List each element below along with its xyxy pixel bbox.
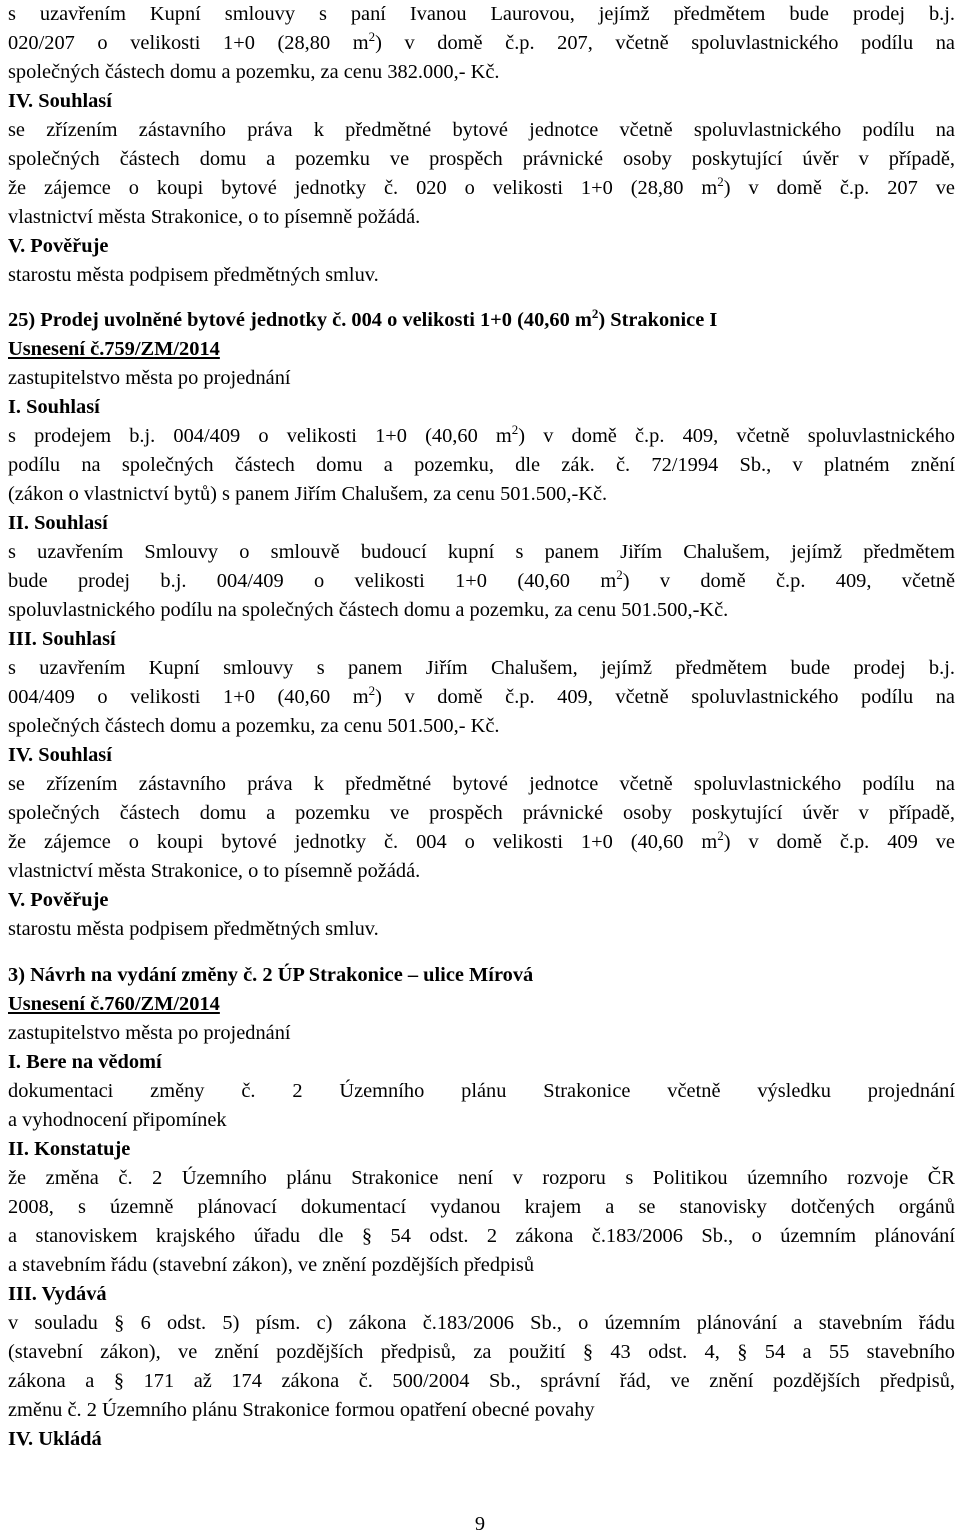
text-line: společných částech domu a pozemku, za cenu 501.500,- Kč. (8, 715, 500, 737)
text-line: zastupitelstvo města po projednání (8, 1022, 291, 1044)
text-line: (stavební zákon), ve znění pozdějších předpisů, za použití § 43 odst. 4, § 54 a 55 stavebního (8, 1341, 955, 1363)
section-title: 3) Návrh na vydání změny č. 2 ÚP Strakonice – ulice Mírová (8, 964, 534, 986)
text-line: se zřízením zástavního práva k předmětné bytové jednotce včetně spoluvlastnického podílu na (8, 119, 955, 141)
heading-bere-na-vedomi: I. Bere na vědomí (8, 1051, 162, 1073)
heading-souhlasi-iii: III. Souhlasí (8, 628, 116, 650)
text-line: s prodejem b.j. 004/409 o velikosti 1+0 (40,60 $m^2$) v domě č.p. 409, včetně spoluvlastnického (8, 422, 955, 447)
text-line: společných částech domu a pozemku ve prospěch právnické osoby poskytující úvěr v případě, (8, 802, 955, 824)
text-line: že změna č. 2 Územního plánu Strakonice není v rozporu s Politikou územního rozvoje ČR (8, 1167, 955, 1189)
text-line: zákona a § 171 až 174 zákona č. 500/2004 Sb., správní řád, ve znění pozdějších předpisů, (8, 1370, 955, 1392)
text-line: s uzavřením Kupní smlouvy s panem Jiřím Chalušem, jejímž předmětem bude prodej b.j. (8, 657, 955, 679)
text-line: změnu č. 2 Územního plánu Strakonice formou opatření obecné povahy (8, 1399, 595, 1421)
text-line: spoluvlastnického podílu na společných částech domu a pozemku, za cenu 501.500,-Kč. (8, 599, 729, 621)
text-line: s uzavřením Smlouvy o smlouvě budoucí kupní s panem Jiřím Chalušem, jejímž předmětem (8, 541, 955, 563)
heading-souhlasi-iv: IV. Souhlasí (8, 744, 112, 766)
heading-souhlasi-ii: II. Souhlasí (8, 512, 108, 534)
text-line: starostu města podpisem předmětných smluv. (8, 918, 379, 940)
heading-uklada: IV. Ukládá (8, 1428, 102, 1450)
text-line: že zájemce o koupi bytové jednotky č. 004 o velikosti 1+0 (40,60 $m^2$) v domě č.p. 409 ve (8, 828, 955, 853)
heading-konstatuje: II. Konstatuje (8, 1138, 131, 1160)
text-line: 004/409 o velikosti 1+0 (40,60 $m^2$) v domě č.p. 409, včetně spoluvlastnického podílu na (8, 683, 955, 708)
text-line: 020/207 o velikosti 1+0 (28,80 $m^2$) v domě č.p. 207, včetně spoluvlastnického podílu na (8, 29, 955, 54)
text-line: vlastnictví města Strakonice, o to písemně požádá. (8, 860, 421, 882)
text-line: 2008, s územně plánovací dokumentací vydanou krajem a se stanovisky dotčených orgánů (8, 1196, 955, 1218)
resolution-number: Usnesení č.759/ZM/2014 (8, 338, 220, 360)
resolution-number: Usnesení č.760/ZM/2014 (8, 993, 220, 1015)
heading-souhlasi-iv: IV. Souhlasí (8, 90, 112, 112)
text-line: starostu města podpisem předmětných smluv. (8, 264, 379, 286)
text-line: (zákon o vlastnictví bytů) s panem Jiřím Chalušem, za cenu 501.500,-Kč. (8, 483, 608, 505)
page-number: 9 (474, 1513, 486, 1535)
heading-poveruje: V. Pověřuje (8, 235, 109, 257)
text-line: společných částech domu a pozemku, za cenu 382.000,- Kč. (8, 61, 500, 83)
heading-vydava: III. Vydává (8, 1283, 107, 1305)
text-line: se zřízením zástavního práva k předmětné bytové jednotce včetně spoluvlastnického podílu na (8, 773, 955, 795)
text-line: podílu na společných částech domu a pozemku, dle zák. č. 72/1994 Sb., v platném znění (8, 454, 955, 476)
text-line: v souladu § 6 odst. 5) písm. c) zákona č.183/2006 Sb., o územním plánování a stavebním řádu (8, 1312, 955, 1334)
text-line: a stavebním řádu (stavební zákon), ve znění pozdějších předpisů (8, 1254, 535, 1276)
text-line: a stanoviskem krajského úřadu dle § 54 odst. 2 zákona č.183/2006 Sb., o územním plánování (8, 1225, 955, 1247)
section-title: 25) Prodej uvolněné bytové jednotky č. 004 o velikosti 1+0 (40,60 $m^2$) Strakonice I (8, 306, 718, 331)
text-line: dokumentaci změny č. 2 Územního plánu Strakonice včetně výsledku projednání (8, 1080, 955, 1102)
text-line: zastupitelstvo města po projednání (8, 367, 291, 389)
heading-souhlasi-i: I. Souhlasí (8, 396, 100, 418)
text-line: s uzavřením Kupní smlouvy s paní Ivanou Laurovou, jejímž předmětem bude prodej b.j. (8, 3, 955, 25)
text-line: vlastnictví města Strakonice, o to písemně požádá. (8, 206, 421, 228)
text-line: že zájemce o koupi bytové jednotky č. 020 o velikosti 1+0 (28,80 $m^2$) v domě č.p. 207 ve (8, 174, 955, 199)
text-line: a vyhodnocení připomínek (8, 1109, 227, 1131)
heading-poveruje: V. Pověřuje (8, 889, 109, 911)
text-line: společných částech domu a pozemku ve prospěch právnické osoby poskytující úvěr v případě, (8, 148, 955, 170)
text-line: bude prodej b.j. 004/409 o velikosti 1+0 (40,60 $m^2$) v domě č.p. 409, včetně (8, 567, 956, 592)
